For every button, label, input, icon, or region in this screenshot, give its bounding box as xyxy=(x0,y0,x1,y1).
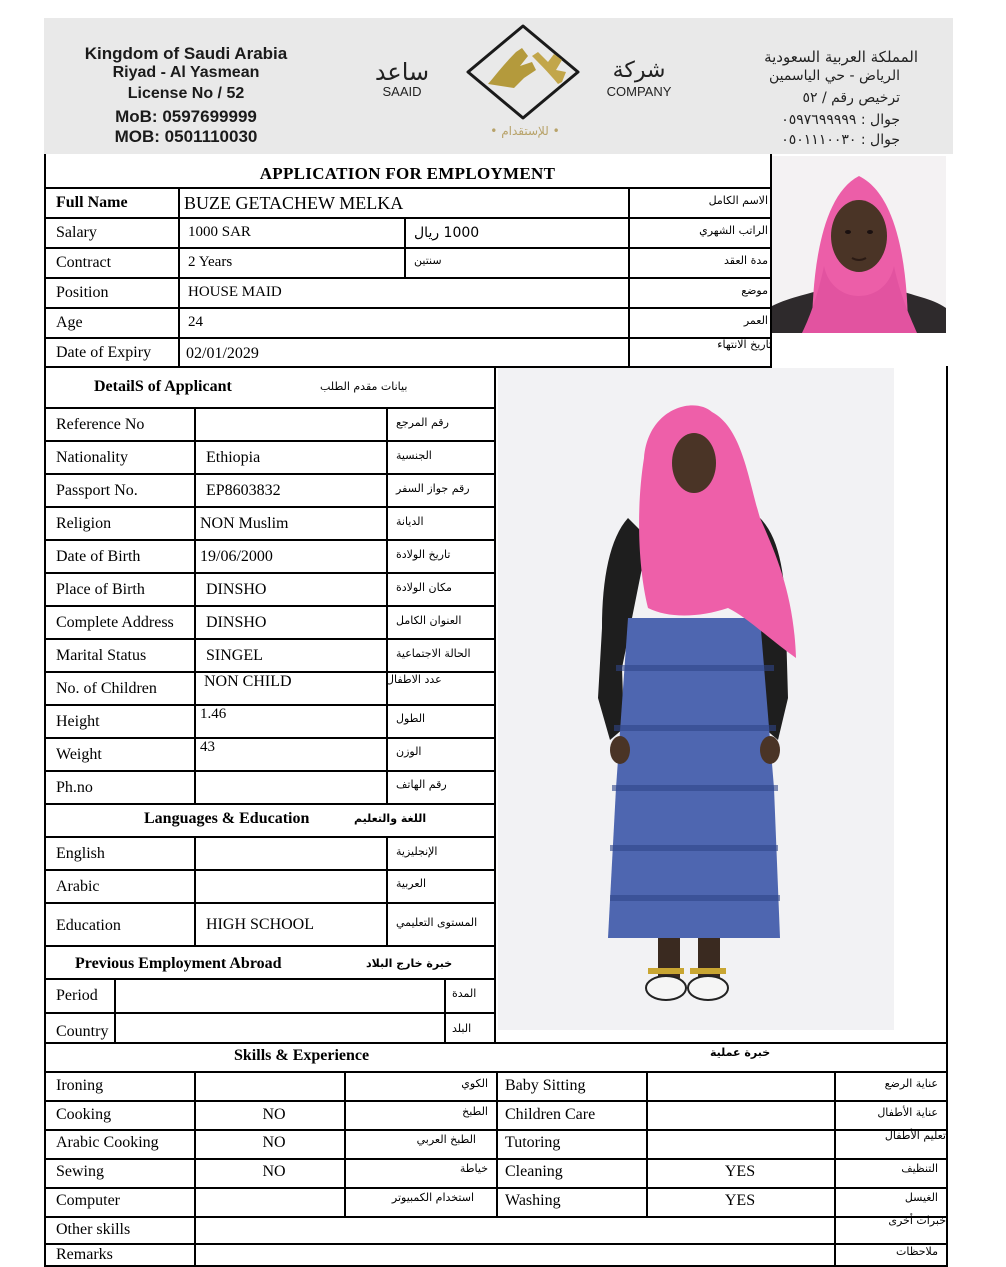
skills-title-ar: خبرة عملية xyxy=(710,1046,771,1059)
skill-arabic-cooking-label: Arabic Cooking xyxy=(56,1134,159,1151)
label-period: Period xyxy=(56,987,98,1004)
skill-ironing-ar: الكوي xyxy=(461,1077,488,1090)
ar-date-of-birth: تاريخ الولادة xyxy=(396,548,451,561)
value-weight: 43 xyxy=(200,739,215,755)
label-arabic: Arabic xyxy=(56,878,100,895)
skill-cooking-label: Cooking xyxy=(56,1106,112,1123)
header-en-line-2: Riyad - Al Yasmean xyxy=(112,64,260,81)
company-logo xyxy=(458,22,588,122)
label-age: Age xyxy=(56,314,83,331)
value-marital-status: SINGEL xyxy=(206,647,263,664)
header-en-line-5: MOB: 0501110030 xyxy=(114,127,258,146)
skills-title: Skills & Experience xyxy=(234,1047,370,1064)
skill-baby-sitting-label: Baby Sitting xyxy=(505,1077,586,1094)
skill-cleaning-ar: التنظيف xyxy=(901,1162,938,1175)
label-position: Position xyxy=(56,284,109,301)
label-english: English xyxy=(56,845,105,862)
logo-ar-bottom: • للإستقدام • xyxy=(490,124,560,138)
header-ar-line-1: المملكة العربية السعودية xyxy=(764,48,918,66)
logo-en-right: COMPANY xyxy=(606,84,672,99)
ar-complete-address: العنوان الكامل xyxy=(396,614,462,627)
details-title: DetailS of Applicant xyxy=(94,378,232,395)
label-country: Country xyxy=(56,1023,109,1040)
ar-no-of-children: عدد الاطفال xyxy=(386,673,442,686)
skill-baby-sitting-ar: عناية الرضع xyxy=(884,1077,938,1090)
skill-washing-ar: الغيسل xyxy=(904,1191,938,1204)
skill-washing-value: YES xyxy=(724,1192,756,1209)
logo-ar-left: ساعد xyxy=(374,58,430,86)
ar-place-of-birth: مكان الولادة xyxy=(396,581,452,594)
ar-religion: الديانة xyxy=(396,515,424,528)
label-date-of-expiry: Date of Expiry xyxy=(56,344,152,361)
ar-passport-no: رقم جواز السفر xyxy=(396,482,470,495)
header-ar-line-4: جوال : ٠٥٩٧٦٩٩٩٩٩ xyxy=(781,112,900,128)
languages-title: Languages & Education xyxy=(144,810,310,827)
skill-sewing-label: Sewing xyxy=(56,1163,104,1180)
value-no-of-children: NON CHILD xyxy=(204,673,292,690)
label-education: Education xyxy=(56,917,121,934)
value-date-of-birth: 19/06/2000 xyxy=(200,548,273,565)
ar-english: الإنجليزية xyxy=(396,845,438,858)
ar-age: العمر xyxy=(743,314,768,327)
label-height: Height xyxy=(56,713,100,730)
skill-tutoring-label: Tutoring xyxy=(505,1134,561,1151)
value-salary: 1000 SAR xyxy=(188,224,251,240)
value-religion: NON Muslim xyxy=(200,515,289,532)
skill-arabic-cooking-ar: الطبخ العربي xyxy=(416,1133,476,1146)
skill-children-care-ar: عناية الأطفال xyxy=(877,1106,938,1119)
label-reference-no: Reference No xyxy=(56,416,145,433)
ar-full-name: الاسم الكامل xyxy=(708,194,768,207)
label-ph-no: Ph.no xyxy=(56,779,93,796)
value-salary-ar: 1000 ريال xyxy=(414,225,480,241)
header-ar-line-2: الرياض - حي الياسمين xyxy=(768,68,900,84)
ar-education: المستوى التعليمي xyxy=(396,916,478,929)
skill-sewing-ar: خياطة xyxy=(459,1162,488,1175)
ar-reference-no: رقم المرجع xyxy=(396,416,449,429)
ar-date-of-expiry: تاريخ الانتهاء xyxy=(717,338,772,351)
skill-children-care-label: Children Care xyxy=(505,1106,596,1123)
other-skills-ar: خبرات أخرى xyxy=(888,1214,946,1227)
skill-cooking-ar: الطبخ xyxy=(462,1105,488,1118)
skill-cleaning-value: YES xyxy=(724,1163,756,1180)
header-ar-line-3: ترخيص رقم / ٥٢ xyxy=(802,90,900,106)
value-education: HIGH SCHOOL xyxy=(206,916,314,933)
skill-washing-label: Washing xyxy=(505,1192,561,1209)
label-religion: Religion xyxy=(56,515,112,532)
value-passport-no: EP8603832 xyxy=(206,482,281,499)
value-age: 24 xyxy=(188,314,203,330)
label-date-of-birth: Date of Birth xyxy=(56,548,141,565)
ar-ph-no: رقم الهاتف xyxy=(396,778,447,791)
skill-cleaning-label: Cleaning xyxy=(505,1163,563,1180)
skill-computer-ar: استخدام الكمبيوتر xyxy=(391,1191,474,1204)
ar-arabic: العربية xyxy=(396,877,427,890)
label-passport-no: Passport No. xyxy=(56,482,138,499)
details-title-ar: بيانات مقدم الطلب xyxy=(320,380,408,393)
value-full-name: BUZE GETACHEW MELKA xyxy=(184,193,404,213)
value-position: HOUSE MAID xyxy=(188,284,282,300)
header-en-line-1: Kingdom of Saudi Arabia xyxy=(84,44,288,63)
header-en-line-3: License No / 52 xyxy=(127,85,245,102)
languages-title-ar: اللغة والتعليم xyxy=(354,812,427,825)
label-place-of-birth: Place of Birth xyxy=(56,581,145,598)
header-ar-line-5: جوال : ٠٥٠١١١٠٠٣٠ xyxy=(781,132,900,148)
label-complete-address: Complete Address xyxy=(56,614,174,631)
label-full-name: Full Name xyxy=(56,194,128,211)
portrait-photo xyxy=(772,156,946,333)
header-en-line-4: MoB: 0597699999 xyxy=(115,107,257,126)
ar-weight: الوزن xyxy=(396,745,422,758)
ar-position: موضع xyxy=(741,284,768,297)
ar-country: البلد xyxy=(452,1022,472,1035)
full-body-photo xyxy=(498,368,894,1030)
remarks-ar: ملاحظات xyxy=(896,1245,938,1258)
previous-title: Previous Employment Abroad xyxy=(75,955,282,972)
value-contract-ar: سنتين xyxy=(414,254,442,267)
skill-tutoring-ar: تعليم الأطفال xyxy=(884,1129,946,1142)
previous-title-ar: خبرة خارج البلاد xyxy=(366,957,453,970)
value-nationality: Ethiopia xyxy=(206,449,261,466)
ar-height: الطول xyxy=(396,712,426,725)
ar-marital-status: الحالة الاجتماعية xyxy=(396,647,471,660)
skill-cooking-value: NO xyxy=(262,1106,286,1123)
remarks-label: Remarks xyxy=(56,1246,113,1263)
label-no-of-children: No. of Children xyxy=(56,680,157,697)
value-date-of-expiry: 02/01/2029 xyxy=(186,345,259,362)
form-title: APPLICATION FOR EMPLOYMENT xyxy=(259,164,556,183)
value-contract: 2 Years xyxy=(188,254,233,270)
label-nationality: Nationality xyxy=(56,449,128,466)
value-complete-address: DINSHO xyxy=(206,614,267,631)
label-marital-status: Marital Status xyxy=(56,647,147,664)
ar-period: المدة xyxy=(452,987,477,1000)
ar-nationality: الجنسية xyxy=(396,449,432,462)
skill-sewing-value: NO xyxy=(262,1163,286,1180)
label-contract: Contract xyxy=(56,254,112,271)
logo-en-left: SAAID xyxy=(382,84,422,99)
logo-ar-right: شركة xyxy=(612,58,666,83)
value-place-of-birth: DINSHO xyxy=(206,581,267,598)
label-salary: Salary xyxy=(56,224,97,241)
skill-arabic-cooking-value: NO xyxy=(262,1134,286,1151)
skill-ironing-label: Ironing xyxy=(56,1077,104,1094)
other-skills-label: Other skills xyxy=(56,1221,131,1238)
label-weight: Weight xyxy=(56,746,102,763)
ar-salary: الراتب الشهري xyxy=(699,224,768,237)
ar-contract: مدة العقد xyxy=(724,254,768,267)
value-height: 1.46 xyxy=(200,706,227,722)
skill-computer-label: Computer xyxy=(56,1192,120,1209)
